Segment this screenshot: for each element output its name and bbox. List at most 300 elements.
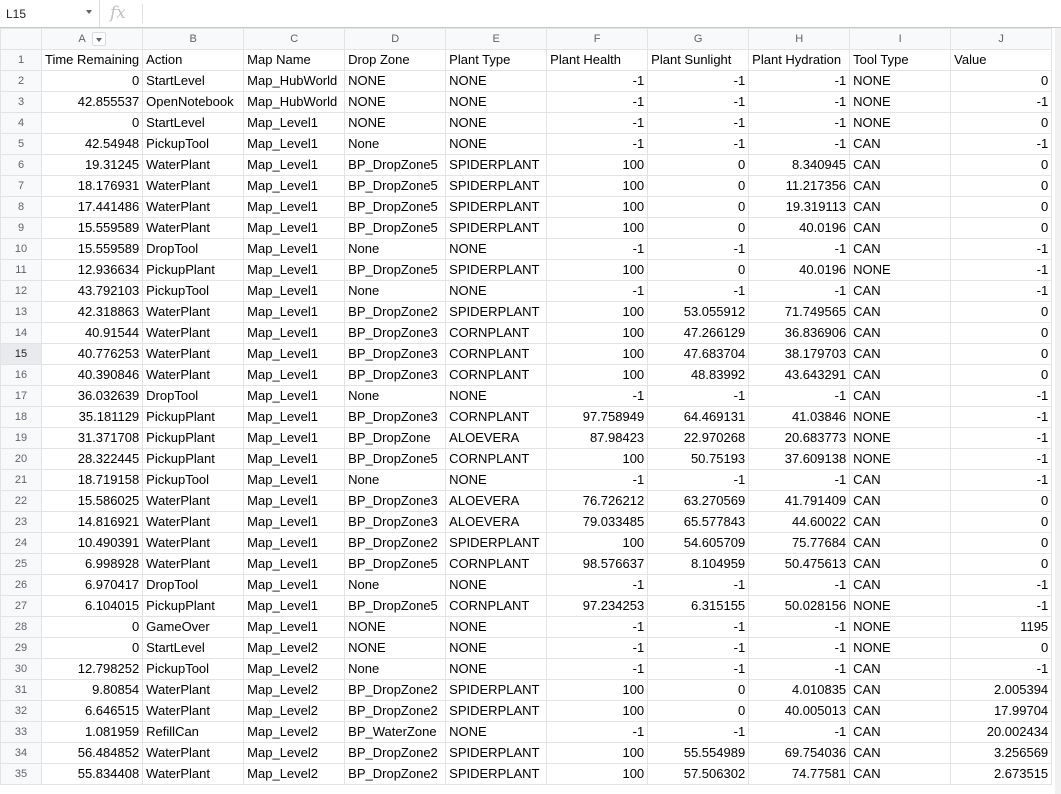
cell[interactable]: WaterPlant [143, 344, 244, 365]
cell[interactable]: WaterPlant [143, 197, 244, 218]
cell[interactable]: -1 [547, 71, 648, 92]
cell[interactable]: -1 [648, 470, 749, 491]
row-header[interactable]: 35 [1, 764, 42, 785]
cell[interactable]: NONE [850, 71, 951, 92]
cell[interactable]: 0 [42, 71, 143, 92]
row-header[interactable]: 17 [1, 386, 42, 407]
cell[interactable]: 0 [951, 197, 1052, 218]
row-header[interactable]: 7 [1, 176, 42, 197]
cell[interactable]: -1 [749, 617, 850, 638]
cell[interactable]: CAN [850, 512, 951, 533]
row-header[interactable]: 27 [1, 596, 42, 617]
cell[interactable]: -1 [951, 386, 1052, 407]
column-header-c[interactable]: C [244, 29, 345, 50]
cell[interactable]: NONE [345, 617, 446, 638]
cell[interactable]: 87.98423 [547, 428, 648, 449]
cell[interactable]: CAN [850, 197, 951, 218]
cell[interactable]: CAN [850, 281, 951, 302]
cell[interactable]: 2.005394 [951, 680, 1052, 701]
cell[interactable]: DropTool [143, 386, 244, 407]
cell[interactable]: Map_Level1 [244, 344, 345, 365]
cell[interactable]: -1 [547, 134, 648, 155]
row-header[interactable]: 14 [1, 323, 42, 344]
cell[interactable]: NONE [345, 113, 446, 134]
column-header-b[interactable]: B [143, 29, 244, 50]
cell[interactable]: ALOEVERA [446, 512, 547, 533]
cell[interactable]: ALOEVERA [446, 428, 547, 449]
cell[interactable]: Map_Level1 [244, 155, 345, 176]
cell[interactable]: 17.99704 [951, 701, 1052, 722]
cell[interactable]: 76.726212 [547, 491, 648, 512]
cell[interactable]: 63.270569 [648, 491, 749, 512]
cell[interactable]: -1 [749, 638, 850, 659]
cell[interactable]: 75.77684 [749, 533, 850, 554]
cell[interactable]: -1 [749, 134, 850, 155]
cell[interactable]: 100 [547, 176, 648, 197]
cell[interactable]: -1 [547, 575, 648, 596]
row-header[interactable]: 8 [1, 197, 42, 218]
cell[interactable]: 100 [547, 155, 648, 176]
cell[interactable]: BP_WaterZone [345, 722, 446, 743]
cell[interactable]: CAN [850, 722, 951, 743]
cell[interactable]: -1 [648, 659, 749, 680]
row-header[interactable]: 19 [1, 428, 42, 449]
cell[interactable]: CAN [850, 134, 951, 155]
cell[interactable]: NONE [345, 92, 446, 113]
cell[interactable]: 0 [648, 701, 749, 722]
cell[interactable]: -1 [749, 386, 850, 407]
cell[interactable]: Map_Level2 [244, 638, 345, 659]
cell[interactable]: CAN [850, 575, 951, 596]
cell[interactable]: SPIDERPLANT [446, 680, 547, 701]
cell[interactable]: -1 [547, 638, 648, 659]
row-header[interactable]: 18 [1, 407, 42, 428]
cell[interactable]: -1 [951, 428, 1052, 449]
cell[interactable]: 100 [547, 533, 648, 554]
row-header[interactable]: 22 [1, 491, 42, 512]
cell[interactable]: WaterPlant [143, 302, 244, 323]
cell[interactable]: Map_Level1 [244, 239, 345, 260]
cell[interactable]: -1 [749, 92, 850, 113]
cell[interactable]: Map_Level1 [244, 470, 345, 491]
cell[interactable]: -1 [648, 638, 749, 659]
row-header[interactable]: 13 [1, 302, 42, 323]
cell[interactable]: SPIDERPLANT [446, 260, 547, 281]
cell[interactable]: 15.586025 [42, 491, 143, 512]
cell[interactable]: 40.776253 [42, 344, 143, 365]
cell[interactable]: WaterPlant [143, 764, 244, 785]
cell[interactable]: 0 [951, 365, 1052, 386]
cell[interactable]: -1 [648, 386, 749, 407]
header-cell[interactable]: Drop Zone [345, 50, 446, 71]
cell[interactable]: -1 [951, 659, 1052, 680]
cell[interactable]: 6.104015 [42, 596, 143, 617]
cell[interactable]: CAN [850, 386, 951, 407]
cell[interactable]: NONE [446, 281, 547, 302]
cell[interactable]: 42.318863 [42, 302, 143, 323]
cell[interactable]: Map_Level1 [244, 575, 345, 596]
cell[interactable]: DropTool [143, 575, 244, 596]
cell[interactable]: 28.322445 [42, 449, 143, 470]
cell[interactable]: BP_DropZone5 [345, 155, 446, 176]
cell[interactable]: CAN [850, 323, 951, 344]
cell[interactable]: WaterPlant [143, 554, 244, 575]
cell[interactable]: StartLevel [143, 113, 244, 134]
cell[interactable]: 40.390846 [42, 365, 143, 386]
cell[interactable]: SPIDERPLANT [446, 155, 547, 176]
cell[interactable]: -1 [547, 722, 648, 743]
cell[interactable]: 0 [951, 176, 1052, 197]
cell[interactable]: Map_Level1 [244, 323, 345, 344]
select-all-corner[interactable] [1, 29, 42, 50]
cell[interactable]: WaterPlant [143, 218, 244, 239]
cell[interactable]: NONE [850, 92, 951, 113]
cell[interactable]: -1 [749, 575, 850, 596]
row-header[interactable]: 3 [1, 92, 42, 113]
cell[interactable]: CAN [850, 491, 951, 512]
cell[interactable]: 35.181129 [42, 407, 143, 428]
cell[interactable]: 0 [951, 512, 1052, 533]
cell[interactable]: CORNPLANT [446, 554, 547, 575]
cell[interactable]: CAN [850, 743, 951, 764]
cell[interactable]: -1 [749, 71, 850, 92]
cell[interactable]: -1 [648, 617, 749, 638]
row-header[interactable]: 24 [1, 533, 42, 554]
cell[interactable]: CAN [850, 365, 951, 386]
cell[interactable]: 56.484852 [42, 743, 143, 764]
cell[interactable]: CAN [850, 533, 951, 554]
header-cell[interactable]: Plant Hydration [749, 50, 850, 71]
column-header-h[interactable]: H [749, 29, 850, 50]
cell[interactable]: 20.002434 [951, 722, 1052, 743]
cell[interactable]: -1 [547, 659, 648, 680]
cell[interactable]: -1 [749, 239, 850, 260]
cell[interactable]: RefillCan [143, 722, 244, 743]
cell[interactable]: 18.176931 [42, 176, 143, 197]
cell[interactable]: 36.032639 [42, 386, 143, 407]
cell[interactable]: 15.559589 [42, 218, 143, 239]
cell[interactable]: 15.559589 [42, 239, 143, 260]
cell[interactable]: 40.0196 [749, 218, 850, 239]
cell[interactable]: -1 [547, 281, 648, 302]
cell[interactable]: 0 [648, 176, 749, 197]
cell[interactable]: 97.234253 [547, 596, 648, 617]
cell[interactable]: Map_Level1 [244, 407, 345, 428]
cell[interactable]: 74.77581 [749, 764, 850, 785]
cell[interactable]: 98.576637 [547, 554, 648, 575]
cell[interactable]: -1 [648, 134, 749, 155]
cell[interactable]: BP_DropZone2 [345, 764, 446, 785]
cell[interactable]: 0 [648, 197, 749, 218]
cell[interactable]: -1 [648, 239, 749, 260]
cell[interactable]: 55.554989 [648, 743, 749, 764]
cell[interactable]: 12.798252 [42, 659, 143, 680]
cell[interactable]: -1 [648, 92, 749, 113]
cell[interactable]: NONE [446, 470, 547, 491]
cell[interactable]: 0 [951, 533, 1052, 554]
cell[interactable]: CORNPLANT [446, 365, 547, 386]
cell[interactable]: CAN [850, 176, 951, 197]
cell[interactable]: 42.855537 [42, 92, 143, 113]
cell[interactable]: 50.75193 [648, 449, 749, 470]
cell[interactable]: 97.758949 [547, 407, 648, 428]
cell[interactable]: CORNPLANT [446, 449, 547, 470]
cell[interactable]: 3.256569 [951, 743, 1052, 764]
cell[interactable]: -1 [951, 134, 1052, 155]
row-header[interactable]: 33 [1, 722, 42, 743]
cell[interactable]: 79.033485 [547, 512, 648, 533]
row-header[interactable]: 5 [1, 134, 42, 155]
cell[interactable]: 41.03846 [749, 407, 850, 428]
cell[interactable]: 14.816921 [42, 512, 143, 533]
header-cell[interactable]: Plant Health [547, 50, 648, 71]
cell[interactable]: BP_DropZone2 [345, 743, 446, 764]
cell[interactable]: NONE [850, 428, 951, 449]
column-header-e[interactable]: E [446, 29, 547, 50]
cell[interactable]: 0 [951, 554, 1052, 575]
cell[interactable]: 100 [547, 218, 648, 239]
cell[interactable]: Map_Level2 [244, 722, 345, 743]
cell[interactable]: WaterPlant [143, 701, 244, 722]
column-header-d[interactable]: D [345, 29, 446, 50]
cell[interactable]: GameOver [143, 617, 244, 638]
cell[interactable]: PickupPlant [143, 407, 244, 428]
cell[interactable]: 44.60022 [749, 512, 850, 533]
cell[interactable]: SPIDERPLANT [446, 533, 547, 554]
row-header[interactable]: 16 [1, 365, 42, 386]
cell[interactable]: CAN [850, 659, 951, 680]
cell[interactable]: Map_Level1 [244, 386, 345, 407]
cell[interactable]: None [345, 134, 446, 155]
vertical-scrollbar[interactable] [1055, 28, 1061, 794]
cell[interactable]: 6.315155 [648, 596, 749, 617]
cell[interactable]: Map_Level2 [244, 743, 345, 764]
row-header[interactable]: 15 [1, 344, 42, 365]
cell[interactable]: 0 [951, 323, 1052, 344]
cell[interactable]: 100 [547, 344, 648, 365]
cell[interactable]: -1 [648, 575, 749, 596]
header-cell[interactable]: Plant Sunlight [648, 50, 749, 71]
column-header-j[interactable]: J [951, 29, 1052, 50]
cell[interactable]: 12.936634 [42, 260, 143, 281]
cell[interactable]: -1 [648, 722, 749, 743]
cell[interactable]: BP_DropZone3 [345, 365, 446, 386]
cell[interactable]: 0 [951, 302, 1052, 323]
cell[interactable]: BP_DropZone2 [345, 701, 446, 722]
cell[interactable]: 1.081959 [42, 722, 143, 743]
cell[interactable]: NONE [850, 113, 951, 134]
cell[interactable]: 10.490391 [42, 533, 143, 554]
cell[interactable]: Map_Level1 [244, 554, 345, 575]
cell[interactable]: Map_Level1 [244, 134, 345, 155]
chevron-down-icon[interactable] [86, 10, 92, 14]
cell[interactable]: BP_DropZone5 [345, 176, 446, 197]
cell[interactable]: CAN [850, 470, 951, 491]
cell[interactable]: 40.0196 [749, 260, 850, 281]
cell[interactable]: Map_Level2 [244, 680, 345, 701]
cell[interactable]: 0 [648, 155, 749, 176]
cell[interactable]: NONE [850, 449, 951, 470]
cell[interactable]: 31.371708 [42, 428, 143, 449]
cell[interactable]: CORNPLANT [446, 323, 547, 344]
cell[interactable]: 42.54948 [42, 134, 143, 155]
cell[interactable]: Map_Level1 [244, 449, 345, 470]
cell[interactable]: BP_DropZone3 [345, 512, 446, 533]
cell[interactable]: PickupPlant [143, 260, 244, 281]
row-header[interactable]: 10 [1, 239, 42, 260]
cell[interactable]: 43.643291 [749, 365, 850, 386]
cell[interactable]: 1195 [951, 617, 1052, 638]
cell[interactable]: 40.91544 [42, 323, 143, 344]
cell[interactable]: BP_DropZone5 [345, 596, 446, 617]
cell[interactable]: BP_DropZone5 [345, 218, 446, 239]
cell[interactable]: -1 [951, 470, 1052, 491]
cell[interactable]: -1 [951, 596, 1052, 617]
cell[interactable]: Map_Level1 [244, 197, 345, 218]
cell[interactable]: SPIDERPLANT [446, 176, 547, 197]
row-header[interactable]: 6 [1, 155, 42, 176]
cell[interactable]: CAN [850, 680, 951, 701]
cell[interactable]: None [345, 659, 446, 680]
cell[interactable]: 100 [547, 743, 648, 764]
row-header[interactable]: 25 [1, 554, 42, 575]
row-header[interactable]: 20 [1, 449, 42, 470]
cell[interactable]: 47.266129 [648, 323, 749, 344]
cell[interactable]: 100 [547, 764, 648, 785]
row-header[interactable]: 29 [1, 638, 42, 659]
cell[interactable]: 0 [951, 155, 1052, 176]
cell[interactable]: NONE [446, 92, 547, 113]
cell[interactable]: ALOEVERA [446, 491, 547, 512]
cell[interactable]: WaterPlant [143, 155, 244, 176]
cell[interactable]: 6.646515 [42, 701, 143, 722]
cell[interactable]: -1 [648, 71, 749, 92]
cell[interactable]: CAN [850, 764, 951, 785]
cell[interactable]: NONE [345, 71, 446, 92]
cell[interactable]: BP_DropZone3 [345, 407, 446, 428]
cell[interactable]: 64.469131 [648, 407, 749, 428]
cell[interactable]: -1 [749, 281, 850, 302]
cell[interactable]: -1 [547, 386, 648, 407]
row-header[interactable]: 2 [1, 71, 42, 92]
cell[interactable]: Map_Level2 [244, 659, 345, 680]
cell[interactable]: 0 [951, 344, 1052, 365]
column-header-g[interactable]: G [648, 29, 749, 50]
header-cell[interactable]: Map Name [244, 50, 345, 71]
cell[interactable]: 0 [42, 617, 143, 638]
cell[interactable]: NONE [446, 386, 547, 407]
cell[interactable]: StartLevel [143, 71, 244, 92]
cell[interactable]: PickupTool [143, 281, 244, 302]
cell[interactable]: DropTool [143, 239, 244, 260]
cell[interactable]: -1 [951, 575, 1052, 596]
cell[interactable]: Map_HubWorld [244, 71, 345, 92]
cell[interactable]: 9.80854 [42, 680, 143, 701]
cell[interactable]: 0 [951, 491, 1052, 512]
cell[interactable]: Map_Level2 [244, 701, 345, 722]
cell[interactable]: 37.609138 [749, 449, 850, 470]
cell[interactable]: 0 [42, 113, 143, 134]
cell[interactable]: NONE [446, 575, 547, 596]
cell[interactable]: PickupPlant [143, 449, 244, 470]
row-header[interactable]: 1 [1, 50, 42, 71]
cell[interactable]: CAN [850, 155, 951, 176]
cell[interactable]: 53.055912 [648, 302, 749, 323]
cell[interactable]: NONE [446, 722, 547, 743]
cell[interactable]: WaterPlant [143, 323, 244, 344]
cell[interactable]: 65.577843 [648, 512, 749, 533]
cell[interactable]: 50.475613 [749, 554, 850, 575]
cell[interactable]: NONE [345, 638, 446, 659]
row-header[interactable]: 32 [1, 701, 42, 722]
cell[interactable]: WaterPlant [143, 491, 244, 512]
cell[interactable]: BP_DropZone3 [345, 491, 446, 512]
cell[interactable]: Map_Level1 [244, 113, 345, 134]
cell[interactable]: 48.83992 [648, 365, 749, 386]
cell[interactable]: 100 [547, 323, 648, 344]
cell[interactable]: 100 [547, 260, 648, 281]
row-header[interactable]: 12 [1, 281, 42, 302]
cell[interactable]: BP_DropZone5 [345, 554, 446, 575]
cell[interactable]: 69.754036 [749, 743, 850, 764]
cell[interactable]: NONE [850, 260, 951, 281]
row-header[interactable]: 4 [1, 113, 42, 134]
cell[interactable]: -1 [951, 281, 1052, 302]
cell[interactable]: BP_DropZone2 [345, 302, 446, 323]
cell[interactable]: 8.340945 [749, 155, 850, 176]
cell[interactable]: 0 [951, 113, 1052, 134]
row-header[interactable]: 11 [1, 260, 42, 281]
cell[interactable]: 100 [547, 365, 648, 386]
cell[interactable]: -1 [951, 449, 1052, 470]
cell[interactable]: Map_Level1 [244, 365, 345, 386]
cell[interactable]: Map_Level1 [244, 491, 345, 512]
cell[interactable]: OpenNotebook [143, 92, 244, 113]
cell[interactable]: CORNPLANT [446, 596, 547, 617]
header-cell[interactable]: Plant Type [446, 50, 547, 71]
cell[interactable]: 0 [951, 218, 1052, 239]
header-cell[interactable]: Action [143, 50, 244, 71]
cell[interactable]: 40.005013 [749, 701, 850, 722]
cell[interactable]: -1 [547, 92, 648, 113]
cell[interactable]: 11.217356 [749, 176, 850, 197]
cell[interactable]: WaterPlant [143, 176, 244, 197]
cell[interactable]: -1 [951, 92, 1052, 113]
header-cell[interactable]: Time Remaining [42, 50, 143, 71]
column-header-f[interactable]: F [547, 29, 648, 50]
cell[interactable]: Map_Level1 [244, 428, 345, 449]
cell[interactable]: Map_Level1 [244, 281, 345, 302]
cell[interactable]: 43.792103 [42, 281, 143, 302]
row-header[interactable]: 9 [1, 218, 42, 239]
cell[interactable]: PickupTool [143, 134, 244, 155]
cell[interactable]: -1 [951, 260, 1052, 281]
cell[interactable]: 19.319113 [749, 197, 850, 218]
cell[interactable]: 0 [648, 260, 749, 281]
cell[interactable]: 17.441486 [42, 197, 143, 218]
row-header[interactable]: 31 [1, 680, 42, 701]
cell[interactable]: NONE [850, 638, 951, 659]
cell[interactable]: BP_DropZone2 [345, 533, 446, 554]
cell[interactable]: None [345, 575, 446, 596]
cell[interactable]: NONE [446, 113, 547, 134]
cell[interactable]: SPIDERPLANT [446, 764, 547, 785]
cell[interactable]: -1 [648, 281, 749, 302]
cell[interactable]: NONE [446, 659, 547, 680]
cell[interactable]: CAN [850, 554, 951, 575]
cell[interactable]: -1 [951, 239, 1052, 260]
cell[interactable]: 100 [547, 197, 648, 218]
